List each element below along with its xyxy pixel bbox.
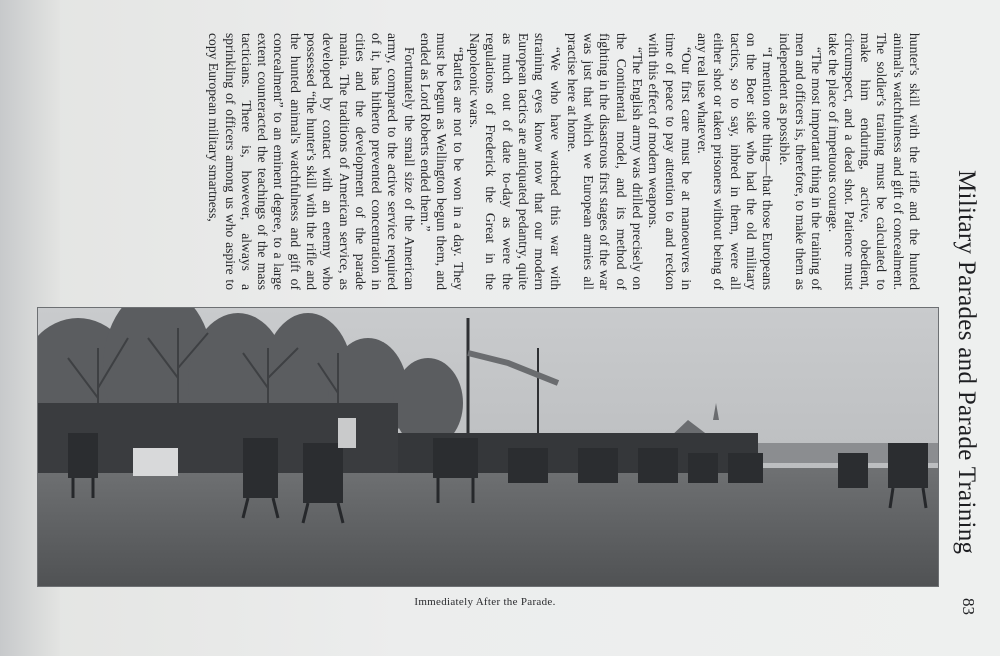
- paragraph: “The most important thing in the training of men and officers is, therefore, to make them as independent as possible.: [776, 33, 825, 290]
- running-head: Military Parades and Parade Training: [953, 170, 980, 555]
- paragraph: “Battles are not to be won in a day. They must be begun as Wellington begun them, and ended as Lord Roberts ended them.”: [418, 33, 466, 290]
- paragraph: “I mention one thing—that those Europeans on the Boer side who had the old military tactics, so to say, inbred in them, were all either shot or taken prisoners without being of any real use whatever.: [695, 33, 776, 290]
- parade-photograph: [37, 307, 939, 587]
- paragraph: “We who have watched this war with straining eyes know now that our modern European tactics are antiquated pedantry, quite as much out of date to-day as were the regulations of Frederick the Great in the Napoleonic wars.: [466, 33, 564, 290]
- body-text-column: [52, 33, 922, 290]
- paragraph: “Our first care must be at manoeuvres in time of peace to pay attention to and reckon with this effect of modern weapons.: [646, 33, 694, 290]
- page-number: 83: [959, 598, 978, 615]
- paragraph: “The English army was drilled precisely on the Continental model, and its method of fighting in the disastrous first stages of the war was just that which we European armies all practise here at home.: [564, 33, 645, 290]
- photo-caption: Immediately After the Parade.: [414, 596, 556, 608]
- paragraph: hunter's skill with the rifle and the hunted animal's watchfulness and gift of concealment. The soldier's training must be calculated to make him enduring, active, obedient, circumspect, and a dead shot. Patience must take the place of impetuous courage.: [825, 33, 922, 290]
- paragraph: Fortunately the small size of the American army, compared to the active service required of it, has hitherto prevented concentration in cities and the development of the parade mania. The traditions of American service, as developed by contact with an enemy who possessed “the hunter's skill with the rifle and the hunted animal's watchfulness and gift of concealment” to an eminent degree, to a large extent counteracted the teachings of the mass tacticians. There is, however, always a sprinkling of officers among us who aspire to copy European military smartness,: [206, 33, 417, 290]
